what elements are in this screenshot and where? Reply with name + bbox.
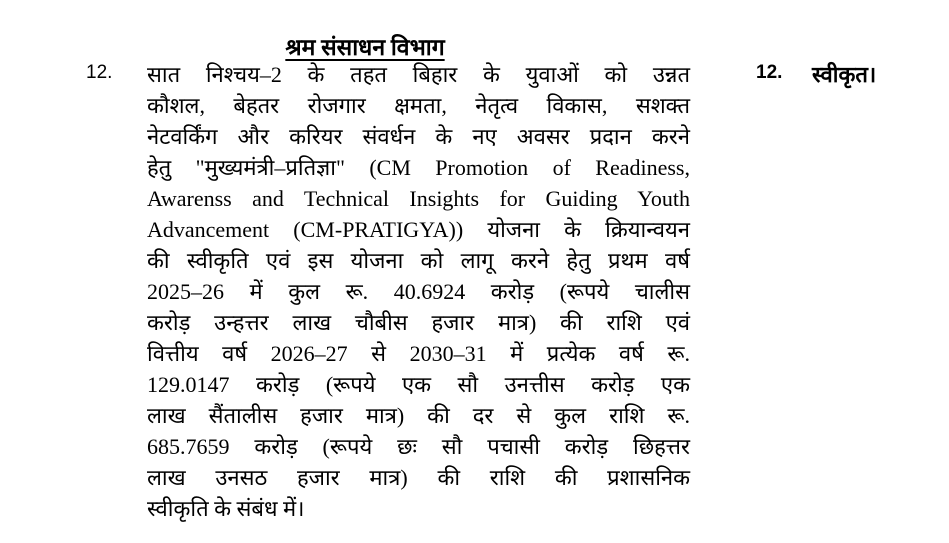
description-line: 129.0147 करोड़ (रूपये एक सौ उनत्तीस करोड़ एक	[147, 372, 690, 397]
description-line: Advancement (CM-PRATIGYA)) योजना के क्रियान्वयन	[147, 217, 690, 242]
item-number: 12.	[86, 62, 113, 83]
description-line: 2025–26 में कुल रू. 40.6924 करोड़ (रूपये चालीस	[147, 279, 690, 304]
description-line: हेतु "मुख्यमंत्री–प्रतिज्ञा" (CM Promotion of Readiness,	[147, 155, 690, 180]
description-line: नेटवर्किंग और करियर संवर्धन के नए अवसर प्रदान करने	[147, 124, 690, 149]
description-line: सात निश्चय–2 के तहत बिहार के युवाओं को उन्नत	[147, 62, 690, 87]
description-line: की स्वीकृति एवं इस योजना को लागू करने हेतु प्रथम वर्ष	[147, 248, 690, 273]
description-line: कौशल, बेहतर रोजगार क्षमता, नेतृत्व विकास, सशक्त	[147, 93, 690, 118]
description-line: स्वीकृति के संबंध में।	[147, 496, 305, 521]
department-title: श्रम संसाधन विभाग	[285, 35, 445, 60]
description-line: Awarenss and Technical Insights for Guiding Youth	[147, 186, 690, 211]
decision-number: 12.	[756, 62, 783, 83]
description-line: लाख सैंतालीस हजार मात्र) की दर से कुल राशि रू.	[147, 403, 690, 428]
description-line: 685.7659 करोड़ (रूपये छः सौ पचासी करोड़ छिहत्तर	[147, 434, 690, 459]
decision-status: स्वीकृत।	[812, 62, 877, 87]
description-line: करोड़ उन्हत्तर लाख चौबीस हजार मात्र) की राशि एवं	[147, 310, 690, 335]
item-description	[147, 59, 690, 524]
description-line: वित्तीय वर्ष 2026–27 से 2030–31 में प्रत्येक वर्ष रू.	[147, 341, 690, 366]
description-line: लाख उनसठ हजार मात्र) की राशि की प्रशासनिक	[147, 465, 690, 490]
